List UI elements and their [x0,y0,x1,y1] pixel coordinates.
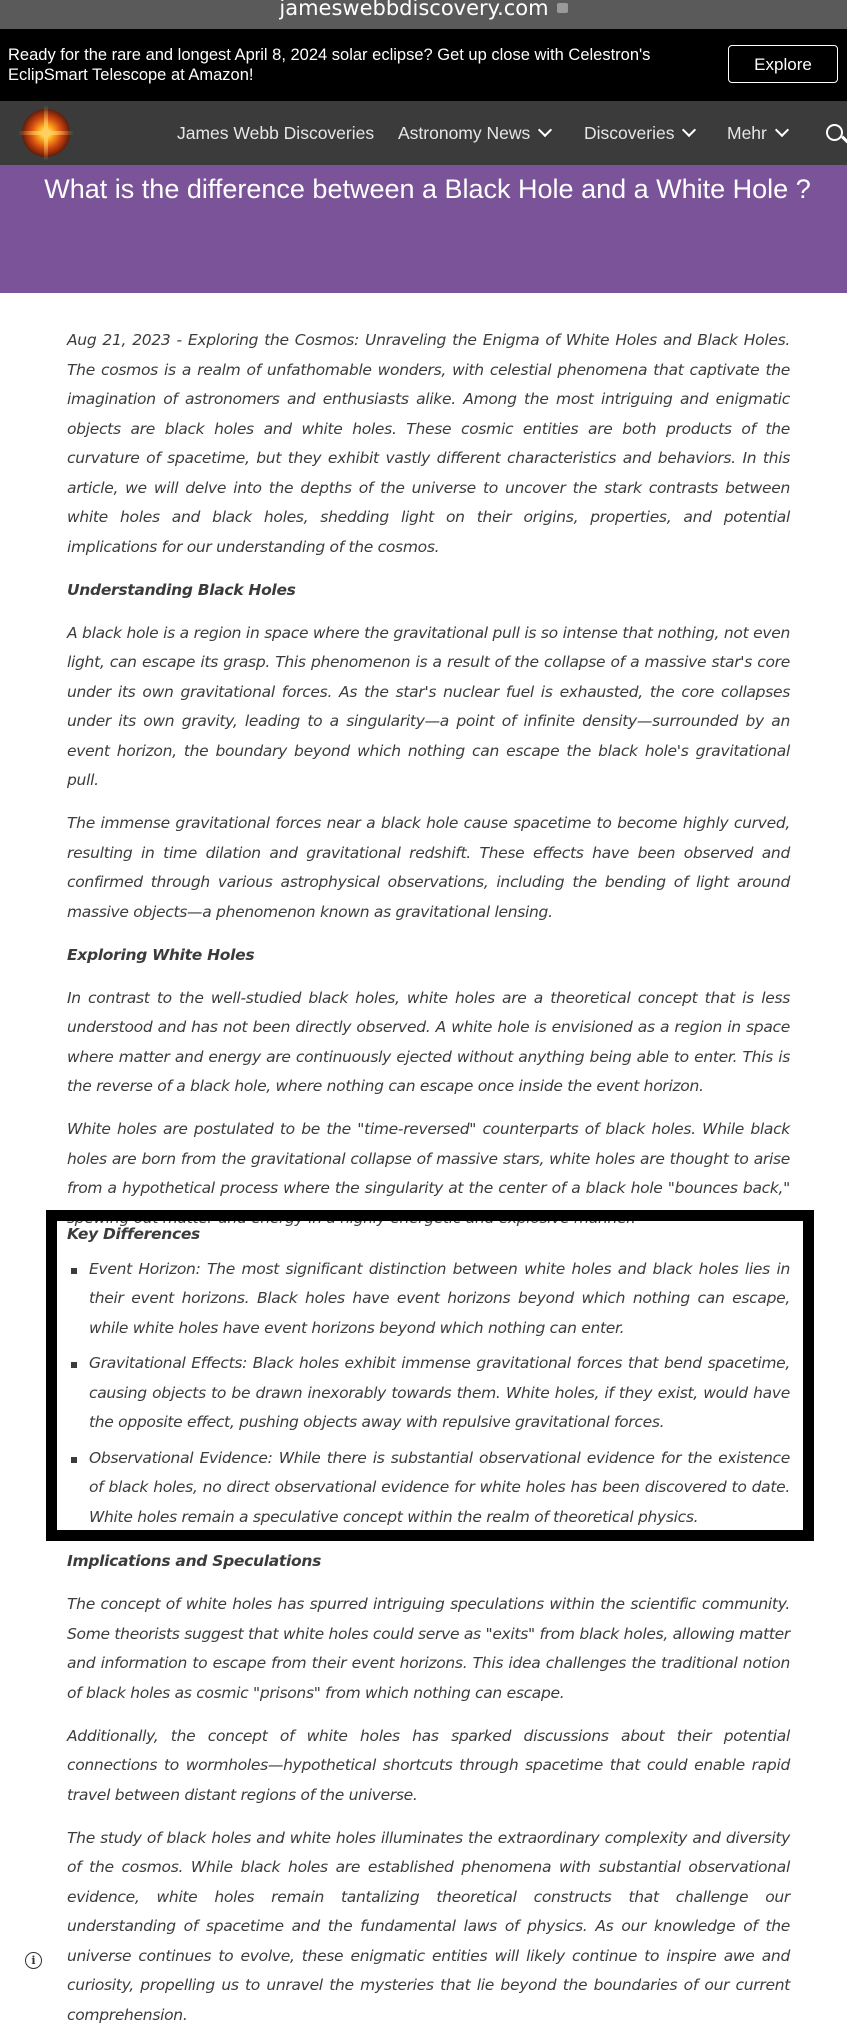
browser-url-bar[interactable] [0,0,847,29]
paragraph: The immense gravitational forces near a black hole cause spacetime to become highly curved, resulting in time dilation and gravitational redshift. These effects have been observed and confirmed through various astrophysical observations, including the bending of light around massive objects—a phenomenon known as gravitational lensing. [67,814,790,921]
site-navigation [0,101,847,165]
chevron-down-icon [775,123,789,137]
article-body [67,326,790,1247]
paragraph: The study of black holes and white holes illuminates the extraordinary complexity and diversity of the cosmos. While black holes are established phenomena with substantial observational evidence, white holes remain tantalizing theoretical constructs that challenge our understanding of spacetime and the fundamental laws of physics. As our knowledge of the universe continues to evolve, these enigmatic entities will likely continue to inspire awe and curiosity, propelling us to unravel the mysteries that lie beyond the boundaries of our current comprehension. [67,1828,790,2024]
list-item: Event Horizon: The most significant distinction between white holes and black holes lies in their event horizons. Black holes have event horizons beyond which nothing can escape, while white holes have event horizons beyond which nothing can enter. [67,1255,790,1344]
nav-item-label: Mehr [727,123,767,143]
chevron-down-icon [538,123,552,137]
section-heading: Exploring White Holes [67,945,255,964]
intro-paragraph [67,326,790,562]
explore-button[interactable]: Explore [728,45,838,83]
paragraph: Additionally, the concept of white holes has sparked discussions about their potential connections to wormholes—hypothetical shortcuts through spacetime that could enable rapid travel between distant regions of the universe. [67,1726,790,1804]
hero-banner [0,165,847,293]
nav-item-label: Discoveries [584,123,675,143]
search-icon[interactable] [826,124,843,141]
paragraph: White holes are postulated to be the "time-reversed" counterparts of black holes. While black holes are born from the gravitational collapse of massive stars, white holes are thought to arise from a hypothetical process where the singularity at the center of a black hole "bounces back," spewing out matter and energy in a highly energetic and explosive manner. [67,1120,790,1227]
list-item: Observational Evidence: While there is substantial observational evidence for the existence of black holes, no direct observational evidence for white holes has been discovered to date. White holes remain a speculative concept within the realm of theoretical physics. [67,1444,790,1533]
lock-icon [557,3,568,13]
promo-banner [0,29,847,101]
promo-text: Ready for the rare and longest April 8, 2024 solar eclipse? Get up close with Celestron's EclipSmart Telescope at Amazon! [8,46,651,84]
section-heading: Key Differences [67,1225,200,1243]
nav-item-james-webb-discoveries[interactable] [177,123,374,143]
page-title: What is the difference between a Black Hole and a White Hole ? [44,174,811,204]
article-body-continued [67,1547,790,2044]
paragraph: A black hole is a region in space where the gravitational pull is so intense that nothing, not even light, can escape its grasp. This phenomenon is a result of the collapse of a massive star's core under its own gravitational forces. As the star's nuclear fuel is exhausted, the core collapses under its own gravity, leading to a singularity—a point of infinite density—surrounded by an event horizon, the boundary beyond which nothing can escape the black hole's gravitational pull. [67,623,790,789]
article-date: Aug 21, 2023 - [67,331,182,349]
section-heading: Implications and Speculations [67,1552,321,1570]
nav-item-label: Astronomy News [398,123,531,143]
nav-item-label: James Webb Discoveries [177,123,375,143]
site-logo[interactable] [22,109,70,157]
key-differences-list [67,1255,790,1533]
paragraph: The concept of white holes has spurred intriguing speculations within the scientific community. Some theorists suggest that white holes could serve as "exits" from black holes, allowing matter and information to escape from their event horizons. This idea challenges the traditional notion of black holes as cosmic "prisons" from which nothing can escape. [67,1595,790,1702]
nav-item-mehr[interactable] [727,123,787,143]
info-icon[interactable]: i [25,1952,42,1969]
nav-item-discoveries[interactable] [584,123,694,143]
nav-item-astronomy-news[interactable] [398,123,550,143]
key-differences-section [67,1220,790,1538]
section-heading: Understanding Black Holes [67,580,296,599]
url-text: jameswebbdiscovery.com [279,0,549,20]
chevron-down-icon [682,123,696,137]
list-item: Gravitational Effects: Black holes exhibit immense gravitational forces that bend spacetime, causing objects to be drawn inexorably towards them. White holes, if they exist, would have the opposite effect, pushing objects away with repulsive gravitational forces. [67,1349,790,1438]
paragraph: In contrast to the well-studied black holes, white holes are a theoretical concept that is less understood and has not been directly observed. A white hole is envisioned as a region in space where matter and energy are continuously ejected without anything being able to enter. This is the reverse of a black hole, where nothing can escape once inside the event horizon. [67,988,790,1095]
intro-text: Exploring the Cosmos: Unraveling the Enigma of White Holes and Black Holes. The cosmos is a realm of unfathomable wonders, with celestial phenomena that captivate the imagination of astronomers and enthusiasts alike. Among the most intriguing and enigmatic objects are black holes and white holes. These cosmic entities are both products of the curvature of spacetime, but they exhibit vastly different characteristics and behaviors. In this article, we will delve into the depths of the universe to uncover the stark contrasts between white holes and black holes, shedding light on their origins, properties, and potential implications for our understanding of the cosmos. [67,331,790,556]
